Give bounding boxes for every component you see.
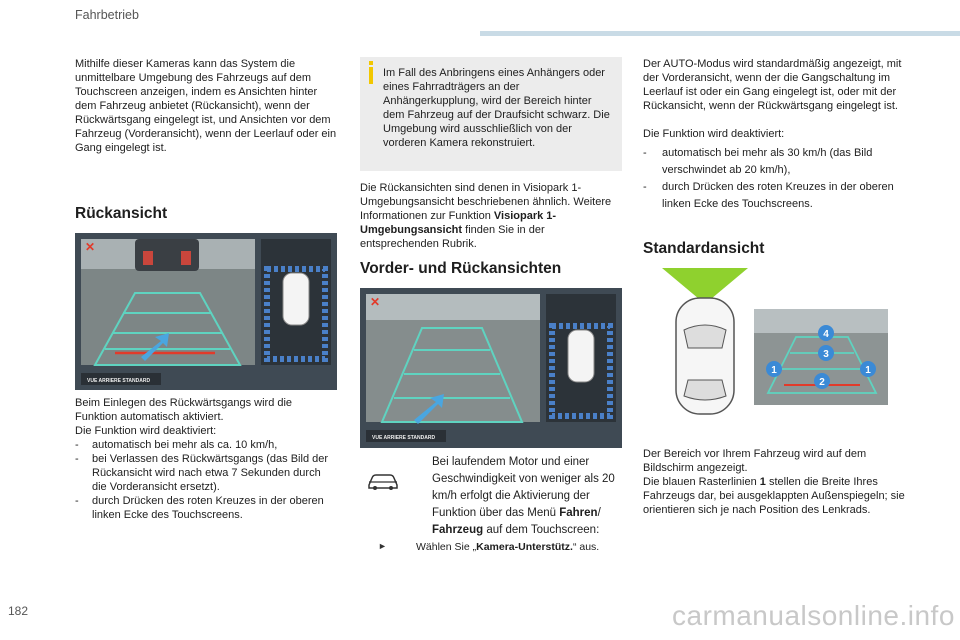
visiopark-term: Visiopark 1-Umgebungsansicht: [360, 210, 557, 236]
standard-view-illustration: [754, 309, 888, 405]
marker-2: 2: [819, 377, 825, 388]
kamera-option: Kamera-Unterstütz.: [476, 541, 573, 553]
auto-mode-bullets: [643, 145, 905, 213]
close-icon[interactable]: ✕: [370, 295, 381, 309]
list-item: - automatisch bei mehr als ca. 10 km/h,: [75, 438, 337, 452]
front-rear-illustration: [360, 288, 622, 448]
rear-para-2: Die Funktion wird deaktiviert:: [75, 425, 217, 437]
marker-1-right: 1: [865, 365, 871, 376]
standard-desc-b: [643, 475, 905, 517]
marker-4: 4: [823, 329, 829, 340]
rear-para: Beim Einlegen des Rückwärtsgangs wird die Funktion automatisch aktiviert.: [75, 397, 293, 423]
text-part: /: [597, 507, 601, 519]
heading-rueckansicht: Rückansicht: [75, 205, 168, 222]
close-icon[interactable]: ✕: [85, 240, 96, 254]
rear-bullets: [75, 438, 337, 522]
car-topview-icon: [568, 330, 594, 382]
marker-ref: 1: [759, 476, 766, 488]
info-text: Im Fall des Anbringens eines Anhängers oder eines Fahrradträgers an der Anhängerkupplung, wird der Bereich hinter dem Fahrzeug auf der Draufsicht schwarz. Die Umgebung wird ausschließlich von der vorderen Kamera rekonstruiert.: [383, 67, 610, 149]
rear-camera-illustration: [75, 233, 337, 390]
text-part: Die Rückansichten sind denen in Visiopark 1-Umgebungsansicht beschriebenen ähnlich. Weitere Informationen zur Funktion: [360, 182, 612, 222]
step-arrow-icon: ►: [378, 541, 387, 551]
text-part: “ aus.: [572, 541, 600, 553]
list-item: - durch Drücken des roten Kreuzes in der oberen linken Ecke des Touchscreens.: [643, 179, 905, 213]
visiopark-paragraph: [360, 181, 622, 251]
marker-1-left: 1: [771, 365, 777, 376]
marker-3: 3: [823, 349, 829, 360]
car-front-view-illustration: [662, 268, 748, 418]
text-part: Wählen Sie „: [416, 541, 477, 553]
page-number: 182: [8, 604, 29, 618]
list-item: - bei Verlassen des Rückwärtsgangs (das Bild der Rückansicht wird nach etwa 7 Sekunden durch die Vorderansicht ersetzt).: [75, 452, 337, 494]
standard-view-image: [754, 309, 888, 405]
section-title: Fahrbetrieb: [75, 8, 139, 22]
list-item: - durch Drücken des roten Kreuzes in der oberen linken Ecke des Touchscreens.: [75, 494, 337, 522]
heading-standardansicht: Standardansicht: [643, 240, 765, 257]
intro-paragraph: Mithilfe dieser Kameras kann das System die unmittelbare Umgebung des Fahrzeugs auf dem Touchscreen anzeigen, indem es Ansichten hinter dem Fahrzeug anbietet (Rückansicht), wenn der Rückwärtsgang eingelegt ist, und Ansichten vor dem Fahrzeug (Vorderansicht), wenn der Leerlauf oder ein Gang eingelegt ist.: [75, 58, 337, 154]
menu-fahrzeug: Fahrzeug: [432, 524, 484, 536]
list-item: - automatisch bei mehr als 30 km/h (das Bild verschwindet ab 20 km/h),: [643, 145, 905, 179]
image-label: VUE ARRIERE STANDARD: [87, 378, 151, 384]
rear-camera-image: [75, 233, 337, 390]
auto-mode-paragraph: Der AUTO-Modus wird standardmäßig angezeigt, mit der Vorderansicht, wenn der die Gangschaltung im Leerlauf ist oder ein Gang eingelegt ist, oder mit der Rückansicht, wenn der Rückwärtsgang eingelegt ist.: [643, 58, 902, 112]
standard-desc-a: Der Bereich vor Ihrem Fahrzeug wird auf dem Bildschirm angezeigt.: [643, 448, 867, 474]
step-text: [416, 540, 626, 554]
text-part: auf dem Touchscreen:: [483, 524, 600, 536]
front-rear-camera-image: [360, 288, 622, 448]
text-part: stellen die Breite Ihres Fahrzeugs dar, bei ausgeklappten Außenspiegeln; sie orientieren sich je nach Position des Lenkrads.: [643, 476, 905, 516]
auto-mode-para-2: Die Funktion wird deaktiviert:: [643, 128, 785, 140]
info-icon: [369, 67, 373, 84]
text-part: Die blauen Rasterlinien: [643, 476, 760, 488]
heading-vorder-rueck: Vorder- und Rückansichten: [360, 260, 562, 277]
activation-text: [432, 454, 622, 539]
menu-fahren: Fahren: [559, 507, 598, 519]
car-icon: [366, 470, 400, 492]
text-part: Bei laufendem Motor und einer Geschwindigkeit von weniger als 20 km/h erfolgt die Aktivierung der Funktion über das Menü: [432, 456, 615, 519]
car-topview-icon: [283, 273, 309, 325]
info-box: [360, 57, 622, 171]
watermark: carmanualsonline.info: [672, 600, 955, 631]
text-part: finden Sie in der entsprechenden Rubrik.: [360, 224, 545, 250]
image-label: VUE ARRIERE STANDARD: [372, 435, 436, 441]
header-bar: [480, 31, 960, 36]
